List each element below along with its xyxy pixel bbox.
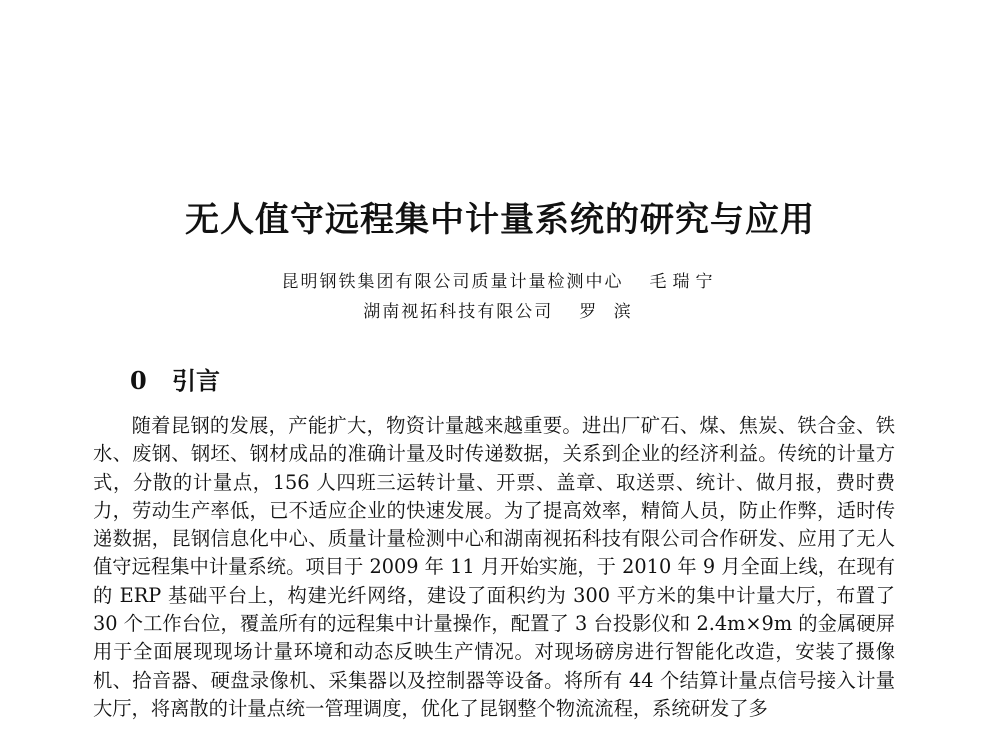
author-name: 罗 滨	[579, 302, 637, 322]
section-heading	[130, 364, 220, 398]
paper-title: 无人值守远程集中计量系统的研究与应用	[185, 200, 815, 240]
author-affiliation: 昆明钢铁集团有限公司质量计量检测中心	[281, 272, 624, 292]
author-line-2	[0, 300, 1000, 324]
author-line-1	[0, 270, 1000, 294]
author-name: 毛瑞宁	[649, 272, 719, 292]
section-title: 引言	[172, 366, 220, 395]
body-paragraph: 随着昆钢的发展，产能扩大，物资计量越来越重要。进出厂矿石、煤、焦炭、铁合金、铁水、废钢、钢坯、钢材成品的准确计量及时传递数据，关系到企业的经济利益。传统的计量方式，分散的计量点，156 人四班三运转计量、开票、盖章、取送票、统计、做月报，费时费力，劳动生产率低，已不适应企业的快速发展。为了提高效率，精简人员，防止作弊，适时传递数据，昆钢信息化中心、质量计量检测中心和湖南视拓科技有限公司合作研发、应用了无人值守远程集中计量系统。项目于 2009 年 11 月开始实施，于 2010 年 9 月全面上线，在现有的 ERP 基础平台上，构建光纤网络，建设了面积约为 300 平方米的集中计量大厅，布置了 30 个工作台位，覆盖所有的远程集中计量操作，配置了 3 台投影仪和 2.4m×9m 的金属硬屏用于全面展现现场计量环境和动态反映生产情况。对现场磅房进行智能化改造，安装了摄像机、拾音器、硬盘录像机、采集器以及控制器等设备。将所有 44 个结算计量点信号接入计量大厅，将离散的计量点统一管理调度，优化了昆钢整个物流流程，系统研发了多	[93, 414, 895, 720]
section-number: 0	[130, 366, 147, 395]
author-affiliation: 湖南视拓科技有限公司	[363, 302, 554, 322]
